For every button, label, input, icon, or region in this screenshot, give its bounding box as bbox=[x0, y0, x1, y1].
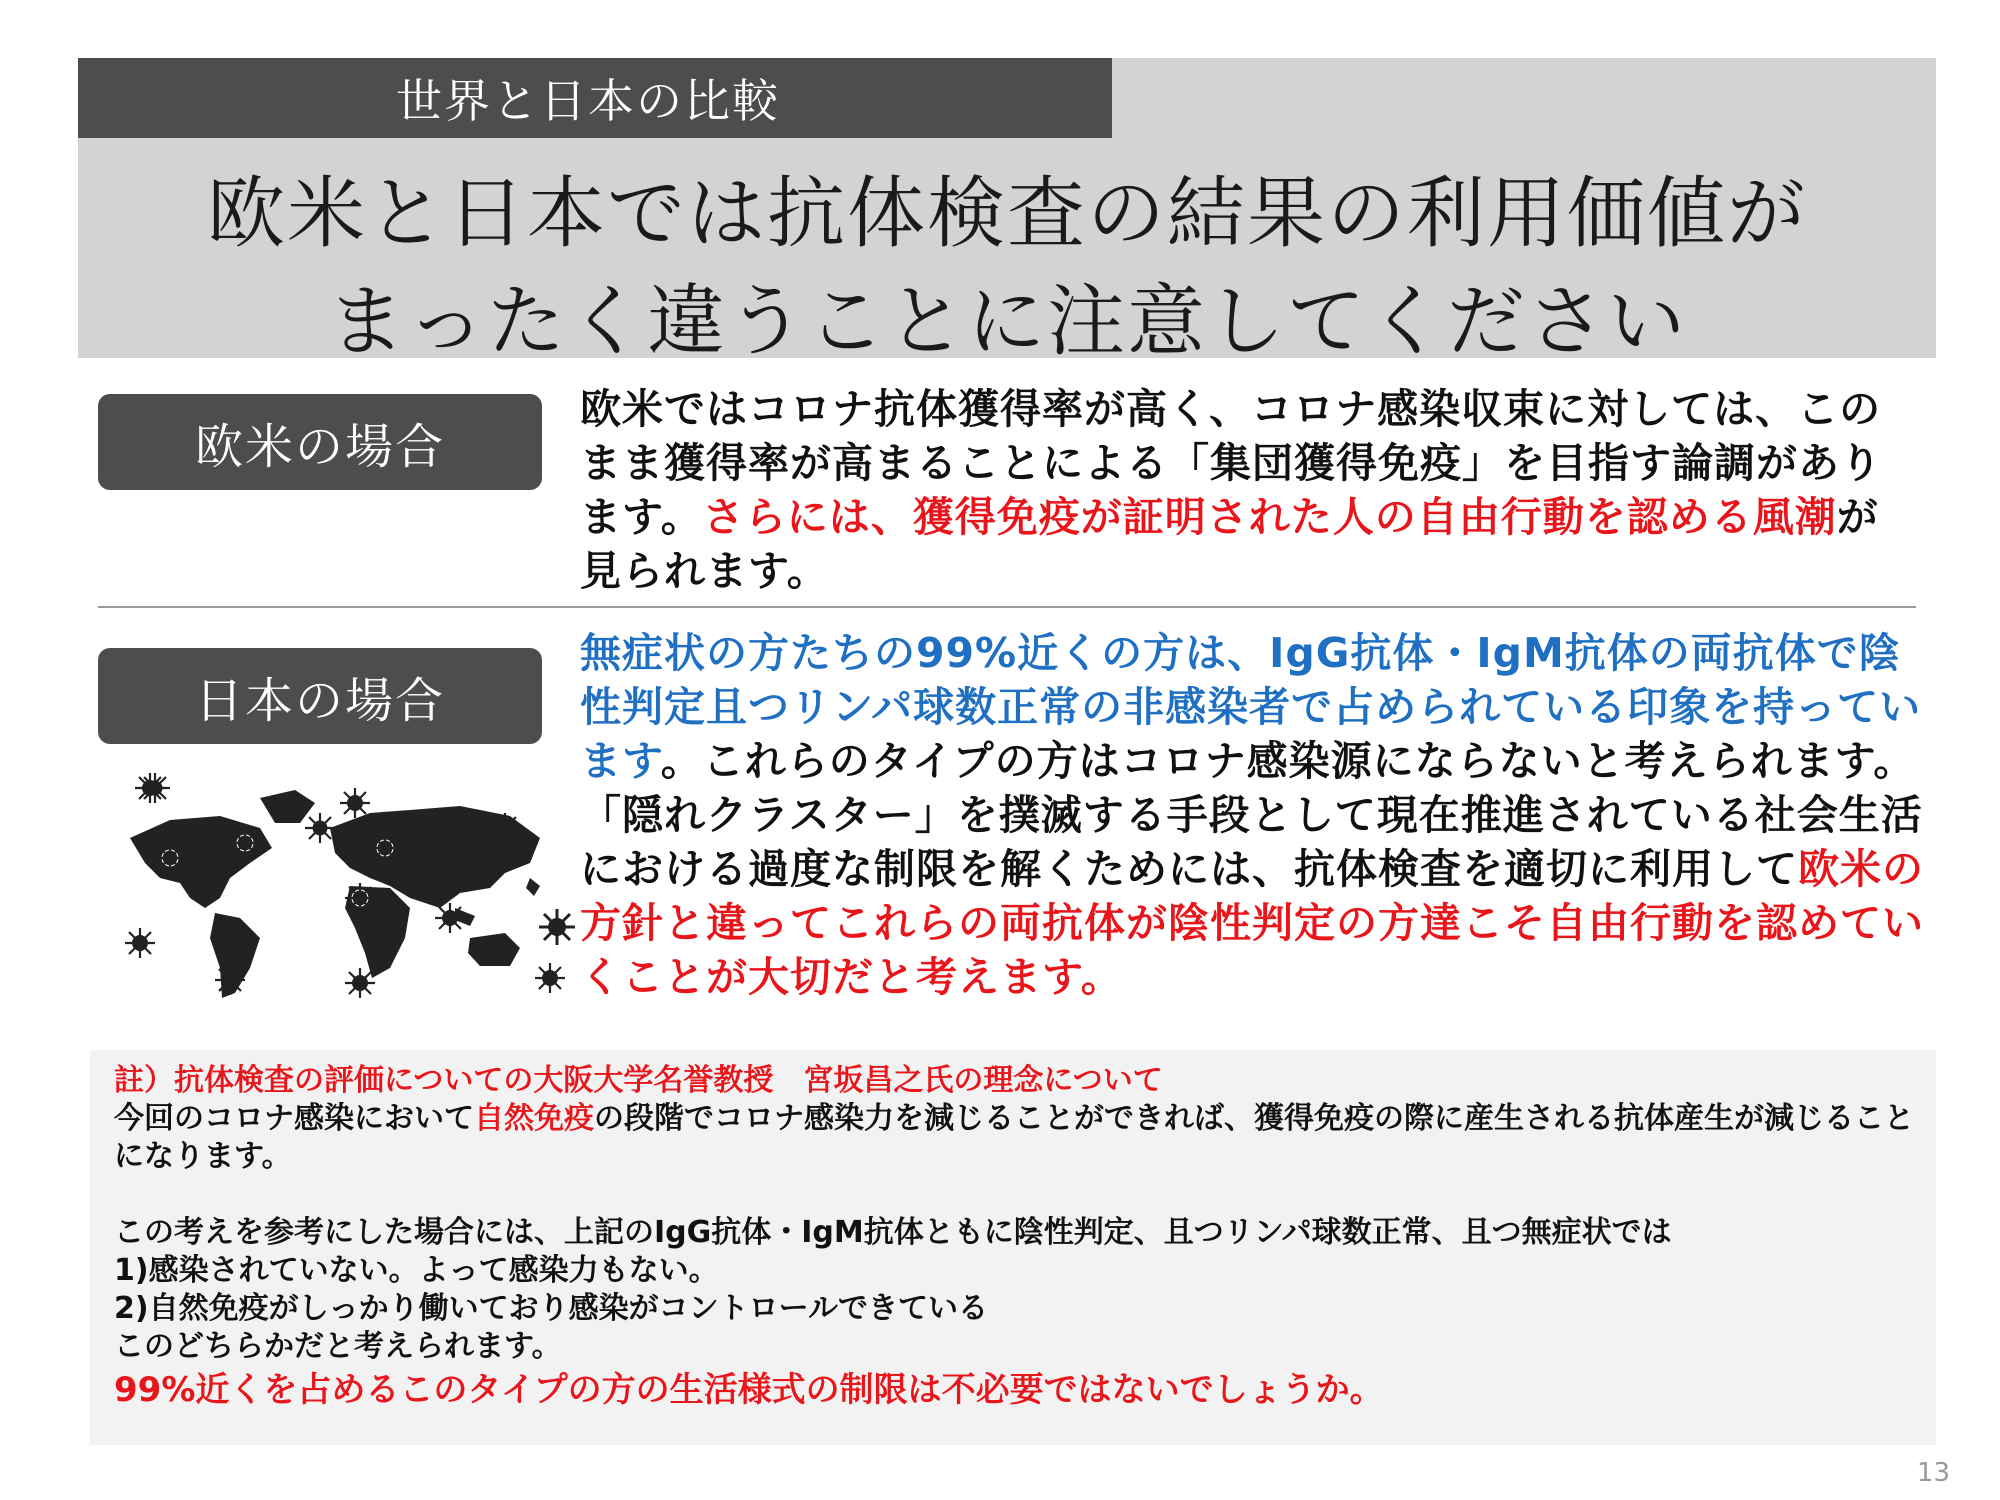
japan-case-text bbox=[580, 626, 1940, 1004]
note-content bbox=[114, 1062, 1924, 1414]
section-divider bbox=[98, 606, 1916, 608]
title-line-1: 欧米と日本では抗体検査の結果の利用価値が bbox=[206, 169, 1807, 259]
japan-case-label: 日本の場合 bbox=[98, 648, 542, 744]
japan-text-highlight-red: 欧米の方針と違ってこれらの両抗体が陰性判定の方達こそ自由行動を認めていくことが大切だと考えます。 bbox=[580, 845, 1924, 1001]
west-text-2: が見られます。 bbox=[580, 493, 1879, 595]
note-line-1-pre: 今回のコロナ感染において bbox=[114, 1101, 474, 1136]
japan-text-1: 。これらのタイプの方はコロナ感染源にならないと考えられます。「隠れクラスター」を撲滅する手段として現在推進されている社会生活における過度な制限を解くためには、抗体検査を適切に利用して bbox=[580, 737, 1923, 893]
note-heading: 註）抗体検査の評価についての大阪大学名誉教授 宮坂昌之氏の理念について bbox=[114, 1063, 1163, 1098]
note-line-2: この考えを参考にした場合には、上記のIgG抗体・IgM抗体ともに陰性判定、且つリンパ球数正常、且つ無症状では bbox=[114, 1215, 1672, 1250]
west-text-highlight: さらには、獲得免疫が証明された人の自由行動を認める風潮 bbox=[702, 493, 1837, 541]
west-text-1: 欧米ではコロナ抗体獲得率が高く、コロナ感染収束に対しては、このまま獲得率が高まることによる「集団獲得免疫」を目指す論調があります。 bbox=[580, 385, 1882, 541]
note-line-3: 1)感染されていない。よって感染力もない。 bbox=[114, 1253, 719, 1288]
title-line-2: まったく違うことに注意してください bbox=[326, 277, 1687, 367]
note-conclusion: 99%近くを占めるこのタイプの方の生活様式の制限は不必要ではないでしょうか。 bbox=[114, 1370, 1384, 1410]
japan-text-highlight-blue: 無症状の方たちの99%近くの方は、IgG抗体・IgM抗体の両抗体で陰性判定且つリンパ球数正常の非感染者で占められている印象を持っています bbox=[580, 629, 1922, 785]
note-line-1 bbox=[114, 1100, 1924, 1176]
note-spacer bbox=[114, 1176, 1924, 1214]
note-line-5: このどちらかだと考えられます。 bbox=[114, 1329, 562, 1364]
note-line-4: 2)自然免疫がしっかり働いており感染がコントロールできている bbox=[114, 1291, 988, 1326]
note-line-1-post: の段階でコロナ感染力を減じることができれば、獲得免疫の際に産生される抗体産生が減じることになります。 bbox=[114, 1101, 1914, 1174]
page-title bbox=[78, 160, 1936, 376]
note-line-1-highlight: 自然免疫 bbox=[474, 1101, 594, 1136]
section-label: 世界と日本の比較 bbox=[78, 58, 1112, 138]
west-case-text bbox=[580, 382, 1920, 598]
page-number: 13 bbox=[1916, 1458, 1950, 1488]
virus-icon bbox=[535, 905, 579, 949]
west-case-label: 欧米の場合 bbox=[98, 394, 542, 490]
world-map-icon bbox=[110, 768, 570, 1008]
